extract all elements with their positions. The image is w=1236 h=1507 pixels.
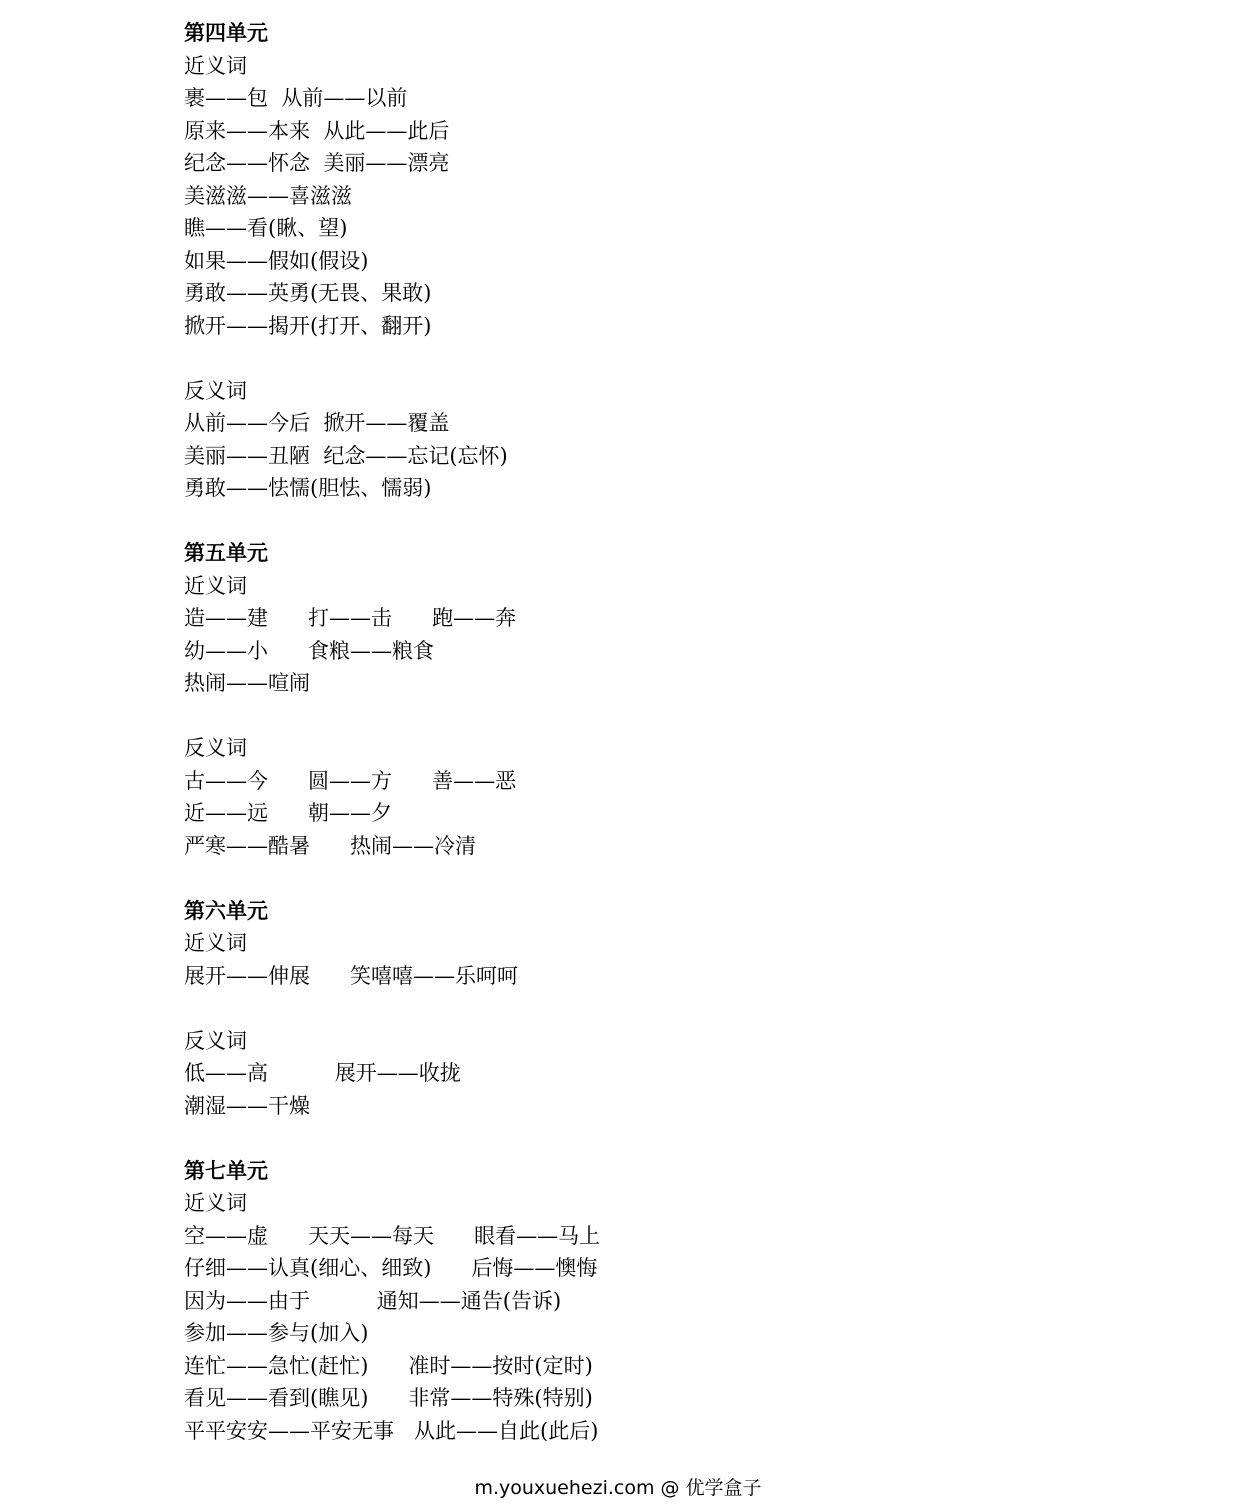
synonyms-label: 近义词 xyxy=(184,1191,247,1215)
unit-6-heading: 第六单元 xyxy=(184,898,268,923)
word-pair-line: 参加——参与(加入) xyxy=(184,1321,369,1345)
blank-line xyxy=(184,1122,1184,1155)
word-pair-line: 掀开——揭开(打开、翻开) xyxy=(184,313,432,338)
word-pair-line: 潮湿——干燥 xyxy=(184,1093,310,1118)
word-pair-line: 如果——假如(假设) xyxy=(184,248,369,273)
word-pair-line: 从前——今后 掀开——覆盖 xyxy=(184,411,450,435)
word-pair-line: 瞧——看(瞅、望) xyxy=(184,216,348,240)
blank-line xyxy=(184,992,1184,1025)
word-pair-line: 裹——包 从前——以前 xyxy=(184,86,408,110)
word-pair-line: 勇敢——英勇(无畏、果敢) xyxy=(184,281,432,305)
synonyms-label: 近义词 xyxy=(184,53,247,78)
word-pair-line: 勇敢——怯懦(胆怯、懦弱) xyxy=(184,476,432,500)
word-pair-line: 原来——本来 从此——此后 xyxy=(184,118,450,143)
antonyms-label: 反义词 xyxy=(184,736,247,760)
blank-line xyxy=(184,342,1184,375)
unit-5-heading: 第五单元 xyxy=(184,541,268,565)
word-pair-line: 古——今 圆——方 善——恶 xyxy=(184,768,517,793)
synonyms-label: 近义词 xyxy=(184,573,247,598)
antonyms-label: 反义词 xyxy=(184,378,247,403)
antonyms-label: 反义词 xyxy=(184,1028,247,1053)
word-pair-line: 幼——小 食粮——粮食 xyxy=(184,638,435,663)
word-pair-line: 低——高 展开——收拢 xyxy=(184,1061,461,1085)
word-pair-line: 展开——伸展 笑嘻嘻——乐呵呵 xyxy=(184,963,519,988)
word-pair-line: 看见——看到(瞧见) 非常——特殊(特别) xyxy=(184,1386,593,1410)
document-body xyxy=(184,17,1184,1447)
blank-line xyxy=(184,700,1184,733)
page-footer-watermark: m.youxuehezi.com @ 优学盒子 xyxy=(474,1477,762,1499)
word-pair-line: 空——虚 天天——每天 眼看——马上 xyxy=(184,1223,601,1248)
word-pair-line: 造——建 打——击 跑——奔 xyxy=(184,606,517,630)
word-pair-line: 仔细——认真(细心、细致) 后悔——懊悔 xyxy=(184,1256,598,1280)
word-pair-line: 连忙——急忙(赶忙) 准时——按时(定时) xyxy=(184,1353,593,1378)
word-pair-line: 因为——由于 通知——通告(告诉) xyxy=(184,1288,562,1313)
synonyms-label: 近义词 xyxy=(184,931,247,955)
word-pair-line: 近——远 朝——夕 xyxy=(184,801,393,825)
word-pair-line: 纪念——怀念 美丽——漂亮 xyxy=(184,151,450,175)
word-pair-line: 热闹——喧闹 xyxy=(184,671,310,695)
unit-4-heading: 第四单元 xyxy=(184,21,268,45)
blank-line xyxy=(184,862,1184,895)
word-pair-line: 美滋滋——喜滋滋 xyxy=(184,183,352,208)
unit-7-heading: 第七单元 xyxy=(184,1158,268,1183)
word-pair-line: 严寒——酷暑 热闹——冷清 xyxy=(184,833,477,858)
blank-line xyxy=(184,505,1184,538)
word-pair-line: 平平安安——平安无事 从此——自此(此后) xyxy=(184,1418,599,1443)
word-pair-line: 美丽——丑陋 纪念——忘记(忘怀) xyxy=(184,443,508,468)
